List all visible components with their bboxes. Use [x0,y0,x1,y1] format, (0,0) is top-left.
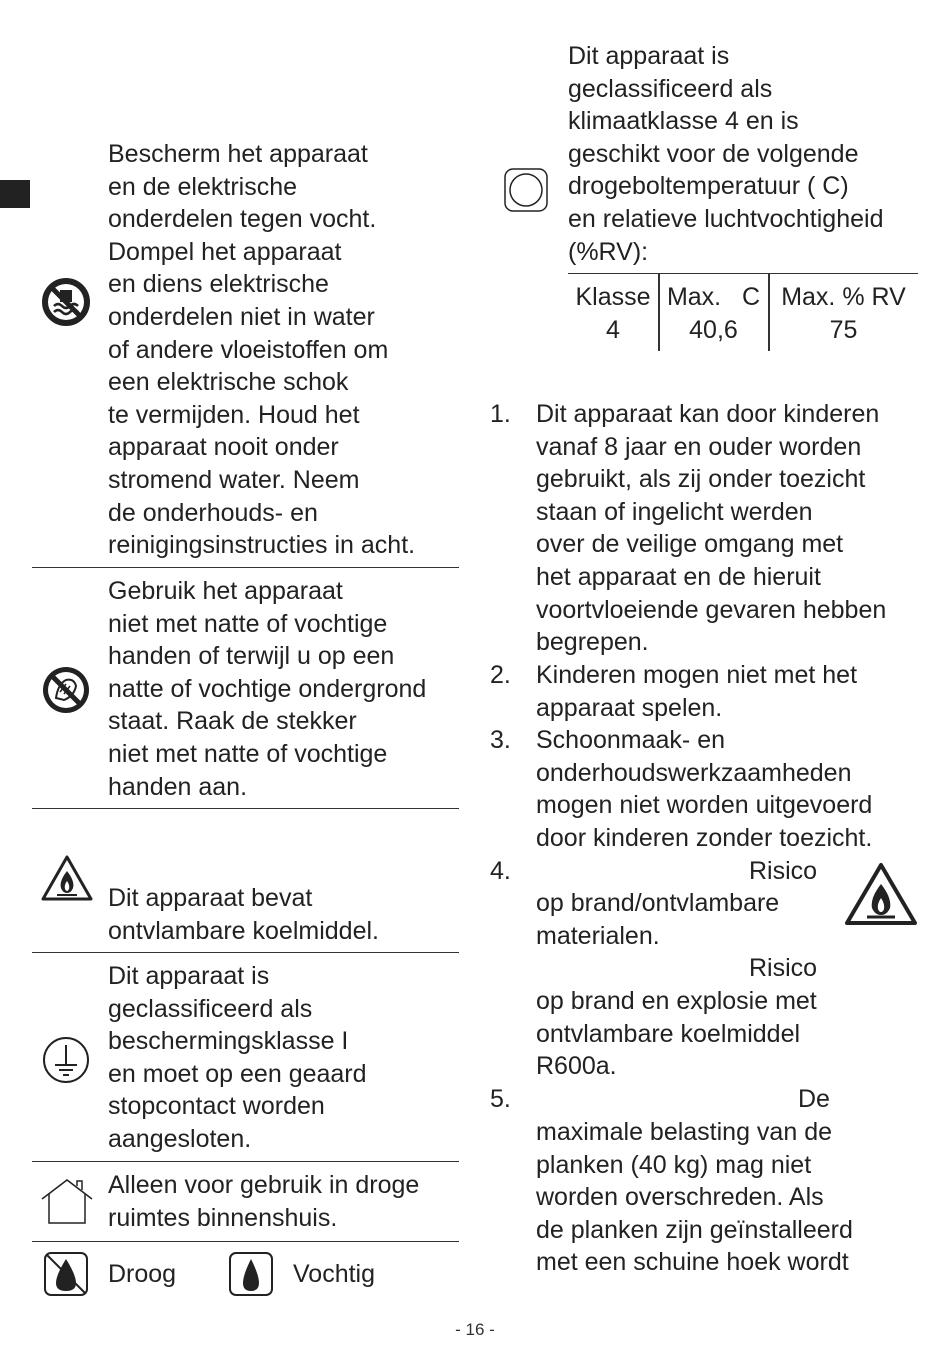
page-number: - 16 - [455,1320,495,1339]
list-item-number: 5. [490,1085,511,1113]
flammable-warning-icon [843,861,919,927]
table-cell-max-temp: 40,6 [689,316,738,344]
list-item-fire-risk-b: op brand/ontvlambare materialen. [536,889,780,950]
section-tab-marker [0,180,30,208]
climate-class-icon [503,167,549,213]
flammable-warning-icon [40,854,94,902]
divider [32,1161,459,1162]
dry-label: Droog [108,1260,177,1288]
table-cell-max-rh: 75 [829,316,858,344]
wet-hands-warning-text: Gebruik het apparaat niet met natte of vochtige handen of terwijl u op een natte of vochtige ondergrond staat. Raak de stekker niet met natte of vochtige handen aan. [108,577,427,801]
no-immerse-icon [40,276,92,328]
list-item-shelf-load-b: maximale belasting van de planken (40 kg) mag niet worden overschreden. Als de planken zijn geïnstalleerd met een schuine hoek wordt [536,1118,853,1277]
list-item-number: 2. [490,661,511,689]
indoor-use-text: Alleen voor gebruik in droge ruimtes binnenshuis. [108,1171,420,1232]
list-item-number: 1. [490,400,511,428]
list-item-fire-risk-a: Risico [749,857,818,885]
divider [32,952,459,953]
table-header-max-rh: Max. % RV [781,283,906,311]
humid-label: Vochtig [293,1260,376,1288]
list-item-explosion-risk-b: op brand en explosie met ontvlambare koelmiddel R600a. [536,987,817,1081]
list-item-children-use: Dit apparaat kan door kinderen vanaf 8 jaar en ouder worden gebruikt, als zij onder toezicht staan of ingelicht werden over de veilige omgang met het apparaat en de hieruit voortvloeiende gevaren hebben begrepen. [536,400,887,657]
flammable-refrigerant-text: Dit apparaat bevat ontvlambare koelmiddel. [108,884,379,945]
indoor-house-icon [39,1177,95,1227]
table-top-rule [568,273,918,274]
climate-class-text: Dit apparaat is geclassificeerd als klimaatklasse 4 en is geschikt voor de volgende drogeboltemperatuur ( C) en relatieve luchtvochtigheid (%RV): [568,42,884,266]
table-cell-class: 4 [606,316,620,344]
divider [32,567,459,568]
divider [32,808,459,809]
divider [32,1241,459,1242]
list-item-number: 3. [490,726,511,754]
table-header-class: Klasse [575,283,651,311]
no-wet-hands-icon [40,664,92,716]
list-item-cleaning: Schoonmaak- en onderhoudswerkzaamheden mogen niet worden uitgevoerd door kinderen zonder toezicht. [536,726,873,852]
protective-earth-icon [41,1035,91,1085]
list-item-number: 4. [490,857,511,885]
protection-class-text: Dit apparaat is geclassificeerd als beschermingsklasse I en moet op een geaard stopcontact worden aangesloten. [108,962,367,1153]
dry-drop-icon [43,1251,89,1297]
moisture-protection-text: Bescherm het apparaat en de elektrische onderdelen tegen vocht. Dompel het apparaat en diens elektrische onderdelen niet in water of andere vloeistoffen om een elektrische schok te vermijden. Houd het apparaat nooit onder stromend water. Neem de onderhouds- en reinigingsinstructies in acht. [108,140,416,560]
list-item-explosion-risk-a: Risico [749,954,818,982]
list-item-shelf-load-a: De [798,1085,830,1113]
list-item-children-play: Kinderen mogen niet met het apparaat spelen. [536,661,858,722]
table-header-max-temp: Max. C [666,283,761,311]
humid-drop-icon [228,1251,274,1297]
